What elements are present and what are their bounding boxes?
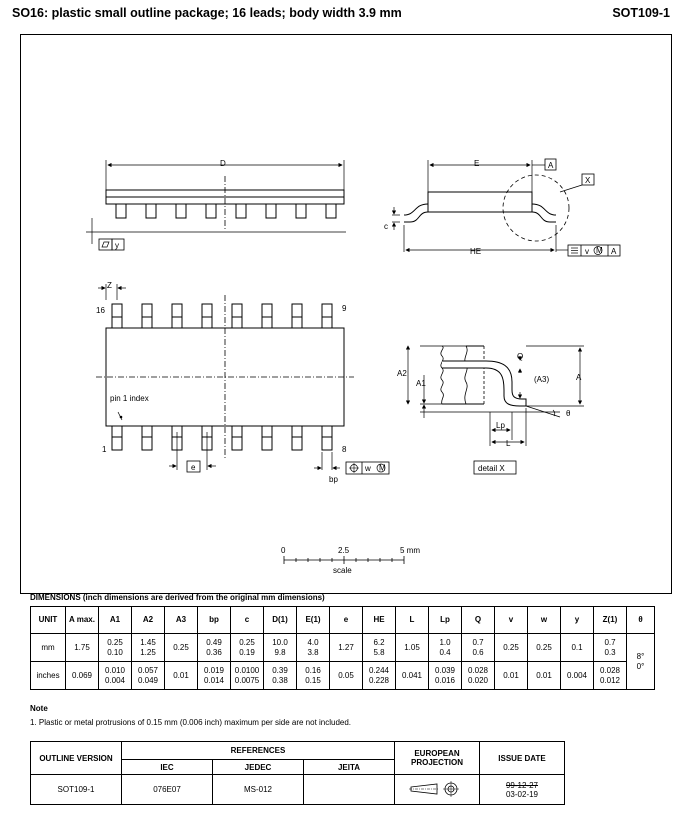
header-Q: Q xyxy=(462,607,495,634)
cell-HE: 0.244 0.228 xyxy=(363,662,396,690)
header-theta: θ xyxy=(627,607,655,634)
header-v: v xyxy=(495,607,528,634)
page-title: SO16: plastic small outline package; 16 leads; body width 3.9 mm xyxy=(12,6,402,20)
cell-A2: 0.057 0.049 xyxy=(132,662,165,690)
pin-16-label: 16 xyxy=(96,306,105,315)
issue-date-header: ISSUE DATE xyxy=(480,742,565,775)
pin-1-label: 1 xyxy=(102,445,107,454)
cell-HE: 6.2 5.8 xyxy=(363,634,396,662)
cell-A2: 1.45 1.25 xyxy=(132,634,165,662)
label-Q: Q xyxy=(517,352,524,361)
label-A1: A1 xyxy=(416,379,426,388)
label-bp: bp xyxy=(329,475,338,484)
header-A: A max. xyxy=(66,607,99,634)
label-Lp: Lp xyxy=(496,421,505,430)
header-e: e xyxy=(330,607,363,634)
projection-header: EUROPEAN PROJECTION xyxy=(395,742,480,775)
jeita-value xyxy=(304,775,395,805)
cell-E: 0.16 0.15 xyxy=(297,662,330,690)
label-D: D xyxy=(220,159,226,168)
outline-version-header: OUTLINE VERSION xyxy=(31,742,122,775)
header-A2: A2 xyxy=(132,607,165,634)
detail-x-label: detail X xyxy=(478,464,505,473)
cell-D: 0.39 0.38 xyxy=(264,662,297,690)
pin-9-label: 9 xyxy=(342,304,347,313)
table-row xyxy=(31,775,565,805)
cell-e: 1.27 xyxy=(330,634,363,662)
cell-A: 0.069 xyxy=(66,662,99,690)
scale-mid: 2.5 xyxy=(338,546,350,555)
cell-y: 0.1 xyxy=(561,634,594,662)
jedec-header: JEDEC xyxy=(213,760,304,775)
cell-y: 0.004 xyxy=(561,662,594,690)
dimensions-title: DIMENSIONS (inch dimensions are derived from the original mm dimensions) xyxy=(30,593,325,602)
label-v-circle: M xyxy=(596,246,603,255)
table-row xyxy=(31,634,655,662)
cell-v: 0.01 xyxy=(495,662,528,690)
label-w-circle: M xyxy=(379,463,386,473)
issue-date-old: 99-12-27 xyxy=(505,780,539,790)
note-title: Note xyxy=(30,704,48,713)
projection-symbol xyxy=(395,775,480,805)
cell-Q: 0.028 0.020 xyxy=(462,662,495,690)
cell-A3: 0.25 xyxy=(165,634,198,662)
label-A2: A2 xyxy=(397,369,407,378)
cell-L: 1.05 xyxy=(396,634,429,662)
references-table xyxy=(30,741,565,805)
label-HE: HE xyxy=(470,247,482,256)
datum-A: A xyxy=(548,161,554,170)
label-Z: Z xyxy=(107,281,112,290)
jedec-value: MS-012 xyxy=(213,775,304,805)
cell-A3: 0.01 xyxy=(165,662,198,690)
iec-value: 076E07 xyxy=(122,775,213,805)
pin-1-index-label: pin 1 index xyxy=(110,394,149,403)
cell-bp: 0.019 0.014 xyxy=(198,662,231,690)
scale-bar xyxy=(284,556,404,564)
cell-theta: 8° 0° xyxy=(627,634,655,690)
header-Lp: Lp xyxy=(429,607,462,634)
cell-D: 10.0 9.8 xyxy=(264,634,297,662)
side-view xyxy=(86,160,346,250)
cell-Lp: 1.0 0.4 xyxy=(429,634,462,662)
cell-A1: 0.25 0.10 xyxy=(99,634,132,662)
issue-date-value xyxy=(480,775,565,805)
cell-Z: 0.028 0.012 xyxy=(594,662,627,690)
header-A1: A1 xyxy=(99,607,132,634)
header-w: w xyxy=(528,607,561,634)
cell-bp: 0.49 0.36 xyxy=(198,634,231,662)
outline-version-value: SOT109-1 xyxy=(31,775,122,805)
cell-Z: 0.7 0.3 xyxy=(594,634,627,662)
cell-L: 0.041 xyxy=(396,662,429,690)
cell-c: 0.0100 0.0075 xyxy=(231,662,264,690)
label-c: c xyxy=(384,222,388,231)
label-e: e xyxy=(191,463,196,472)
jeita-header: JEITA xyxy=(304,760,395,775)
cell-unit: mm xyxy=(31,634,66,662)
header-unit: UNIT xyxy=(31,607,66,634)
end-view xyxy=(392,159,620,256)
cell-Lp: 0.039 0.016 xyxy=(429,662,462,690)
note-text: 1. Plastic or metal protrusions of 0.15 mm (0.006 inch) maximum per side are not included. xyxy=(30,718,352,727)
label-A3: (A3) xyxy=(534,375,550,384)
cell-w: 0.25 xyxy=(528,634,561,662)
european-projection-icon xyxy=(407,779,467,799)
header-L: L xyxy=(396,607,429,634)
detail-x xyxy=(408,346,584,474)
label-v: v xyxy=(585,247,589,256)
cell-w: 0.01 xyxy=(528,662,561,690)
cell-E: 4.0 3.8 xyxy=(297,634,330,662)
header-E: E(1) xyxy=(297,607,330,634)
cell-Q: 0.7 0.6 xyxy=(462,634,495,662)
references-header: REFERENCES xyxy=(122,742,395,760)
label-E: E xyxy=(474,159,480,168)
cell-unit: inches xyxy=(31,662,66,690)
cell-A: 1.75 xyxy=(66,634,99,662)
header-HE: HE xyxy=(363,607,396,634)
header-c: c xyxy=(231,607,264,634)
cell-c: 0.25 0.19 xyxy=(231,634,264,662)
cell-v: 0.25 xyxy=(495,634,528,662)
label-y: y xyxy=(115,241,119,250)
pin-8-label: 8 xyxy=(342,445,347,454)
dimensions-table xyxy=(30,606,655,690)
cell-e: 0.05 xyxy=(330,662,363,690)
header-bp: bp xyxy=(198,607,231,634)
label-X: X xyxy=(585,176,591,185)
label-v-A: A xyxy=(611,247,617,256)
scale-start: 0 xyxy=(281,546,286,555)
label-L: L xyxy=(506,439,511,448)
label-theta: θ xyxy=(566,409,571,418)
scale-end: 5 mm xyxy=(400,546,420,555)
label-A-side: A xyxy=(576,373,582,382)
issue-date-new: 03-02-19 xyxy=(505,789,539,799)
package-code: SOT109-1 xyxy=(612,6,670,20)
header-D: D(1) xyxy=(264,607,297,634)
dimensions-header-row xyxy=(31,607,655,634)
table-row xyxy=(31,662,655,690)
header-Z: Z(1) xyxy=(594,607,627,634)
header-y: y xyxy=(561,607,594,634)
header-A3: A3 xyxy=(165,607,198,634)
cell-A1: 0.010 0.004 xyxy=(99,662,132,690)
label-w: w xyxy=(365,464,371,473)
iec-header: IEC xyxy=(122,760,213,775)
scale-label: scale xyxy=(333,566,352,575)
